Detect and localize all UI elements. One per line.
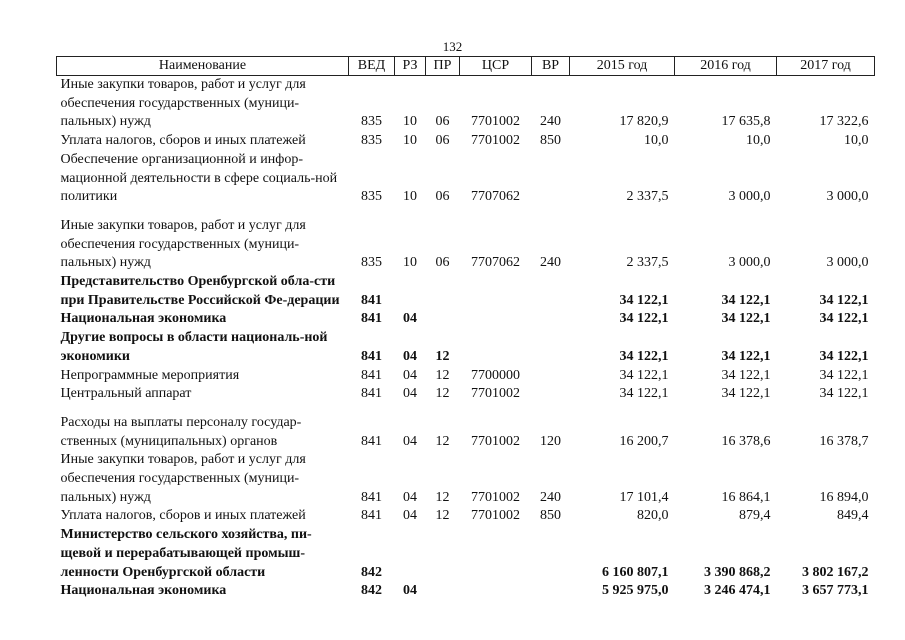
table-row — [57, 404, 875, 451]
row-pr — [426, 310, 460, 329]
row-2015: 34 122,1 — [619, 348, 669, 364]
row-ved: 835 — [361, 114, 382, 130]
row-rz: 04 — [403, 583, 417, 599]
row-2015: 17 820,9 — [619, 114, 669, 130]
row-ved: 841 — [361, 348, 382, 364]
row-2017: 10,0 — [844, 133, 869, 149]
row-pr: 12 — [435, 489, 450, 505]
row-2017: 3 802 167,2 — [802, 564, 869, 580]
row-2015: 17 101,4 — [619, 489, 669, 505]
row-ved: 841 — [361, 433, 382, 449]
table-row — [57, 451, 875, 507]
row-2017: 34 122,1 — [819, 348, 869, 364]
row-2016: 10,0 — [746, 133, 771, 149]
table-row — [57, 76, 875, 133]
row-2016: 17 635,8 — [721, 114, 771, 130]
row-csr — [460, 329, 532, 366]
row-2015: 820,0 — [637, 508, 669, 524]
row-2015: 34 122,1 — [619, 311, 669, 327]
row-vr — [532, 526, 570, 582]
row-pr: 12 — [435, 508, 450, 524]
row-2016: 16 864,1 — [721, 489, 771, 505]
row-2017: 34 122,1 — [819, 386, 869, 402]
row-2016: 34 122,1 — [721, 386, 771, 402]
row-2016: 34 122,1 — [721, 311, 771, 327]
row-ved: 841 — [361, 386, 382, 402]
row-name: Представительство Оренбургской обла-сти при Правительстве Российской Фе-дерации — [60, 274, 340, 308]
header-2017: 2017 год — [777, 57, 875, 76]
row-name: Центральный аппарат — [60, 386, 192, 402]
header-pr: ПР — [426, 57, 460, 76]
row-csr: 7701002 — [471, 114, 520, 130]
row-2017: 16 378,7 — [819, 433, 869, 449]
row-pr: 06 — [435, 189, 450, 205]
row-name: Уплата налогов, сборов и иных платежей — [60, 508, 306, 524]
row-2015: 6 160 807,1 — [602, 564, 669, 580]
row-2016: 3 390 868,2 — [704, 564, 771, 580]
row-csr: 7707062 — [471, 189, 520, 205]
row-name: Иные закупки товаров, работ и услуг для обеспечения государственных (муници-пальных) нужд — [60, 452, 306, 505]
row-2017: 3 000,0 — [826, 189, 869, 205]
row-name: Национальная экономика — [60, 311, 227, 327]
row-csr: 7707062 — [471, 255, 520, 271]
row-ved: 841 — [361, 311, 382, 327]
row-name: Расходы на выплаты персоналу государ-ственных (муниципальных) органов — [60, 414, 302, 449]
row-2016: 3 246 474,1 — [704, 583, 771, 599]
row-vr — [532, 367, 570, 386]
row-vr: 850 — [540, 508, 561, 524]
row-2016: 3 000,0 — [728, 255, 771, 271]
table-row — [57, 310, 875, 329]
row-ved: 842 — [361, 583, 382, 599]
row-ved: 841 — [361, 489, 382, 505]
row-csr — [460, 273, 532, 310]
table-row — [57, 132, 875, 151]
row-name: Национальная экономика — [60, 583, 227, 599]
row-name: Иные закупки товаров, работ и услуг для обеспечения государственных (муници-пальных) нужд — [60, 217, 306, 271]
row-pr — [426, 273, 460, 310]
row-pr — [426, 582, 460, 601]
row-2015: 2 337,5 — [626, 189, 669, 205]
row-vr — [532, 385, 570, 404]
table-row — [57, 526, 875, 582]
row-pr — [426, 526, 460, 582]
row-name: Обеспечение организационной и инфор-мационной деятельности в сфере социаль-ной политики — [60, 151, 338, 205]
row-rz — [395, 526, 426, 582]
row-rz — [395, 273, 426, 310]
row-pr: 06 — [435, 133, 450, 149]
row-csr: 7700000 — [471, 367, 520, 383]
row-rz: 04 — [403, 508, 417, 524]
row-name: Непрограммные мероприятия — [60, 367, 240, 383]
row-name: Министерство сельского хозяйства, пи-щевой и перерабатывающей промыш-ленности Оренбургской области — [60, 527, 312, 580]
header-ved: ВЕД — [349, 57, 395, 76]
row-2016: 34 122,1 — [721, 292, 771, 308]
row-2016: 34 122,1 — [721, 348, 771, 364]
row-rz: 04 — [403, 489, 417, 505]
table-row — [57, 207, 875, 273]
row-vr: 120 — [540, 433, 561, 449]
table-row — [57, 273, 875, 310]
row-name: Уплата налогов, сборов и иных платежей — [60, 133, 306, 149]
row-2015: 34 122,1 — [619, 292, 669, 308]
row-pr: 12 — [435, 433, 450, 449]
row-2017: 849,4 — [837, 508, 869, 524]
row-rz: 04 — [403, 433, 417, 449]
row-2016: 16 378,6 — [721, 433, 771, 449]
table-row — [57, 151, 875, 207]
row-rz: 04 — [403, 386, 417, 402]
row-2016: 879,4 — [739, 508, 771, 524]
row-ved: 835 — [361, 189, 382, 205]
budget-table — [56, 56, 875, 601]
row-vr — [532, 582, 570, 601]
table-row — [57, 582, 875, 601]
table-row — [57, 385, 875, 404]
row-ved: 841 — [361, 292, 382, 308]
row-vr — [532, 151, 570, 207]
row-pr: 12 — [435, 348, 450, 364]
row-vr — [532, 273, 570, 310]
row-name: Другие вопросы в области националь-ной экономики — [60, 330, 328, 364]
row-csr: 7701002 — [471, 489, 520, 505]
row-vr — [532, 310, 570, 329]
row-vr — [532, 329, 570, 366]
table-header-row — [57, 57, 875, 76]
row-name: Иные закупки товаров, работ и услуг для обеспечения государственных (муници-пальных) нужд — [60, 77, 306, 130]
row-pr: 12 — [435, 386, 450, 402]
table-body — [57, 76, 875, 601]
row-ved: 835 — [361, 133, 382, 149]
row-vr: 240 — [540, 255, 561, 271]
row-ved: 841 — [361, 508, 382, 524]
row-pr: 12 — [435, 367, 450, 383]
row-csr — [460, 310, 532, 329]
row-rz: 04 — [403, 348, 417, 364]
row-vr: 850 — [540, 133, 561, 149]
row-2015: 16 200,7 — [619, 433, 669, 449]
header-csr: ЦСР — [460, 57, 532, 76]
row-csr — [460, 526, 532, 582]
header-name: Наименование — [57, 57, 349, 76]
row-2017: 3 000,0 — [826, 255, 869, 271]
page-number: 132 — [442, 39, 463, 54]
row-ved: 842 — [361, 564, 382, 580]
row-csr — [460, 582, 532, 601]
row-rz: 10 — [403, 114, 417, 130]
row-pr: 06 — [435, 114, 450, 130]
row-vr: 240 — [540, 489, 561, 505]
header-rz: РЗ — [395, 57, 426, 76]
row-2015: 34 122,1 — [619, 367, 669, 383]
row-rz: 10 — [403, 189, 417, 205]
row-pr: 06 — [435, 255, 450, 271]
row-ved: 841 — [361, 367, 382, 383]
row-2017: 16 894,0 — [819, 489, 869, 505]
table-row — [57, 329, 875, 366]
row-csr: 7701002 — [471, 386, 520, 402]
row-2017: 34 122,1 — [819, 367, 869, 383]
row-vr: 240 — [540, 114, 561, 130]
table-row — [57, 507, 875, 526]
row-csr: 7701002 — [471, 133, 520, 149]
row-2015: 34 122,1 — [619, 386, 669, 402]
row-2015: 10,0 — [644, 133, 669, 149]
row-csr: 7701002 — [471, 433, 520, 449]
row-ved: 835 — [361, 255, 382, 271]
header-2015: 2015 год — [570, 57, 675, 76]
table-row — [57, 367, 875, 386]
row-2015: 2 337,5 — [626, 255, 669, 271]
row-csr: 7701002 — [471, 508, 520, 524]
row-rz: 10 — [403, 255, 417, 271]
row-2015: 5 925 975,0 — [602, 583, 669, 599]
row-2017: 34 122,1 — [819, 292, 869, 308]
row-2016: 3 000,0 — [728, 189, 771, 205]
row-2017: 17 322,6 — [819, 114, 869, 130]
row-rz: 04 — [403, 311, 417, 327]
row-2017: 34 122,1 — [819, 311, 869, 327]
row-2016: 34 122,1 — [721, 367, 771, 383]
row-rz: 10 — [403, 133, 417, 149]
header-vr: ВР — [532, 57, 570, 76]
row-rz: 04 — [403, 367, 417, 383]
row-2017: 3 657 773,1 — [802, 583, 869, 599]
header-2016: 2016 год — [675, 57, 777, 76]
